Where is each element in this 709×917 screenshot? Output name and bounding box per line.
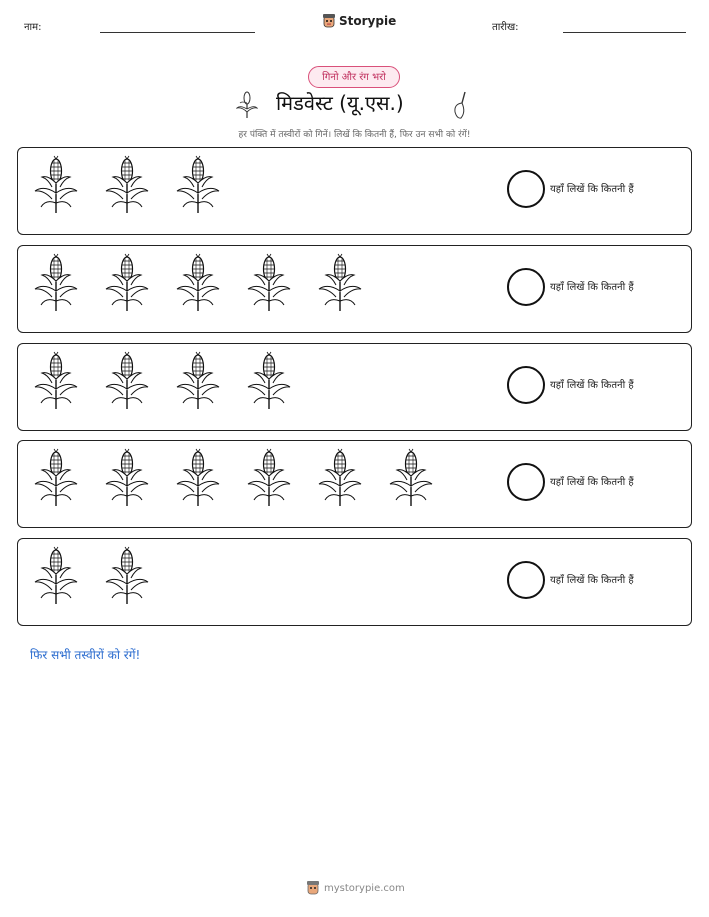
answer-hint: यहाँ लिखें कि कितनी हैं (550, 575, 634, 586)
brand-logo (322, 13, 396, 29)
counting-row (17, 147, 692, 235)
corn-icon[interactable] (316, 253, 364, 315)
answer-circle[interactable] (507, 561, 545, 599)
name-line[interactable] (100, 32, 255, 33)
activity-badge: गिनो और रंग भरो (308, 66, 400, 88)
storypie-mascot-icon (322, 13, 336, 29)
answer-circle[interactable] (507, 268, 545, 306)
answer-hint: यहाँ लिखें कि कितनी हैं (550, 184, 634, 195)
corn-icon[interactable] (387, 448, 435, 510)
instructions: हर पंक्ति में तस्वीरों को गिनें। लिखें कि कितनी हैं, फिर उन सभी को रंगें! (238, 130, 471, 140)
corn-icon[interactable] (316, 448, 364, 510)
corn-icon[interactable] (32, 448, 80, 510)
hand-trowel-icon (452, 90, 470, 120)
corn-icon[interactable] (245, 351, 293, 413)
date-line[interactable] (563, 32, 686, 33)
corn-icon[interactable] (32, 155, 80, 217)
corn-icon[interactable] (174, 351, 222, 413)
footer-note: फिर सभी तस्वीरों को रंगें! (30, 648, 141, 662)
corn-icon[interactable] (103, 155, 151, 217)
corn-icon[interactable] (103, 448, 151, 510)
site-url: mystorypie.com (324, 882, 405, 894)
answer-hint: यहाँ लिखें कि कितनी हैं (550, 380, 634, 391)
answer-circle[interactable] (507, 463, 545, 501)
counting-row (17, 245, 692, 333)
corn-icon[interactable] (245, 448, 293, 510)
counting-row (17, 440, 692, 528)
name-label: नाम: (24, 22, 42, 33)
corn-icon[interactable] (32, 253, 80, 315)
corn-icon[interactable] (103, 546, 151, 608)
corn-icon[interactable] (32, 546, 80, 608)
corn-icon[interactable] (103, 253, 151, 315)
corn-icon (236, 91, 258, 119)
corn-icon[interactable] (32, 351, 80, 413)
site-footer (306, 880, 405, 896)
corn-icon[interactable] (245, 253, 293, 315)
answer-circle[interactable] (507, 366, 545, 404)
corn-icon[interactable] (103, 351, 151, 413)
answer-circle[interactable] (507, 170, 545, 208)
page-title: मिडवेस्ट (यू.एस.) (276, 91, 404, 115)
answer-hint: यहाँ लिखें कि कितनी हैं (550, 477, 634, 488)
date-label: तारीख: (492, 22, 519, 33)
corn-icon[interactable] (174, 448, 222, 510)
storypie-mascot-icon (306, 880, 320, 896)
corn-icon[interactable] (174, 155, 222, 217)
counting-row (17, 538, 692, 626)
counting-row (17, 343, 692, 431)
corn-icon[interactable] (174, 253, 222, 315)
answer-hint: यहाँ लिखें कि कितनी हैं (550, 282, 634, 293)
brand-name: Storypie (339, 14, 397, 28)
